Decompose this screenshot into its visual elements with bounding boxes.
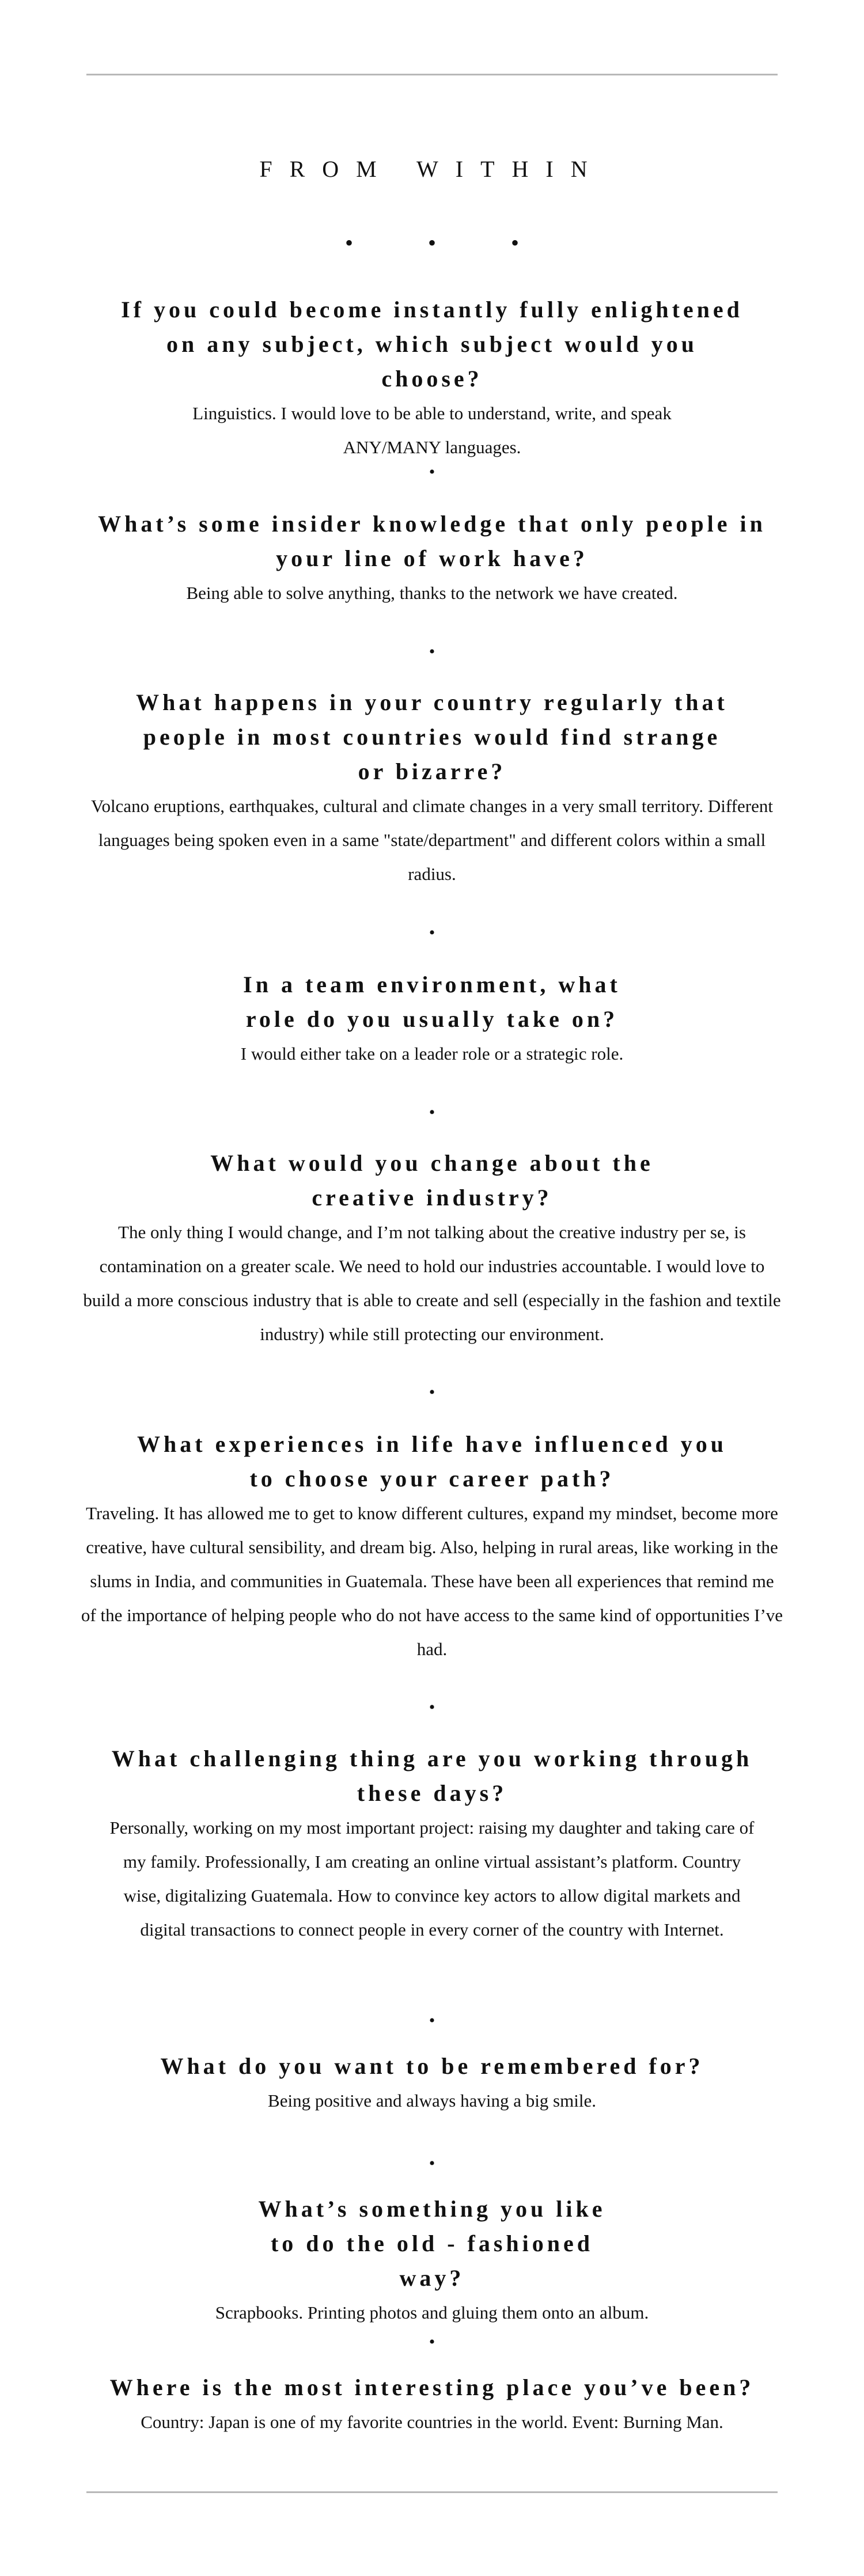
page-title: FROM WITHIN	[259, 156, 605, 182]
answer-text: I would either take on a leader role or a strategic role.	[240, 1044, 624, 1064]
answer-text: Traveling. It has allowed me to get to know different cultures, expand my mindset, become more creative, have cultural sensibility, and dream big. Also, helping in rural areas, like working in the slums in India, and communities in Guatemala. These have been all experiences that remind me of the importance of helping people who do not have access to the same kind of opportunities I’ve had.	[81, 1503, 783, 1659]
answer-text: Personally, working on my most important project: raising my daughter and taking care of my family. Professionally, I am creating an online virtual assistant’s platform. Country wise, digitalizing Guatemala. How to convince key actors to allow digital markets and digital transactions to connect people in every corner of the country with Internet.	[109, 1818, 755, 1940]
question-text: If you could become instantly fully enlightened on any subject, which subject would you choose?	[121, 297, 743, 392]
qa-item-7	[81, 1742, 783, 1947]
separator-dot: •	[429, 642, 435, 661]
separator-dot: •	[429, 923, 435, 942]
qa-item-9	[81, 2192, 783, 2330]
separator-dot: •	[429, 2011, 435, 2030]
separator-dot: •	[429, 2154, 435, 2173]
qa-item-2	[81, 507, 783, 610]
qa-item-3	[81, 685, 783, 891]
answer-text: Volcano eruptions, earthquakes, cultural and climate changes in a very small territory. Different languages being spoken even in a same "state/department" and different colors within a small radius.	[91, 796, 773, 884]
question-text: In a team environment, what role do you usually take on?	[243, 972, 621, 1032]
question-text: What experiences in life have influenced you to choose your career path?	[137, 1431, 727, 1492]
bottom-divider-line	[86, 2491, 778, 2493]
question-text: Where is the most interesting place you’ve been?	[109, 2374, 755, 2400]
qa-item-10	[81, 2370, 783, 2439]
separator-dot: •	[429, 1103, 435, 1122]
question-text: What’s some insider knowledge that only people in your line of work have?	[98, 511, 766, 571]
top-divider-line	[86, 74, 778, 75]
question-text: What would you change about the creative industry?	[210, 1150, 654, 1211]
answer-text: Scrapbooks. Printing photos and gluing them onto an album.	[215, 2302, 649, 2323]
question-text: What challenging thing are you working through these days?	[111, 1746, 753, 1806]
answer-text: Linguistics. I would love to be able to understand, write, and speak ANY/MANY languages.	[192, 403, 672, 457]
answer-text: Being able to solve anything, thanks to the network we have created.	[186, 583, 678, 603]
qa-item-1	[81, 293, 783, 464]
qa-item-4	[81, 968, 783, 1071]
question-text: What’s something you like to do the old - fashioned way?	[258, 2196, 606, 2291]
title-dots-divider: • • •	[344, 230, 554, 256]
question-text: What happens in your country regularly that people in most countries would find strange or bizarre?	[136, 689, 728, 784]
qa-item-5	[81, 1146, 783, 1351]
separator-dot: •	[429, 1698, 435, 1717]
separator-dot: •	[429, 2332, 435, 2351]
separator-dot: •	[429, 462, 435, 481]
question-text: What do you want to be remembered for?	[160, 2053, 704, 2079]
qa-item-8	[81, 2049, 783, 2118]
answer-text: Country: Japan is one of my favorite countries in the world. Event: Burning Man.	[141, 2412, 723, 2432]
answer-text: Being positive and always having a big smile.	[268, 2091, 596, 2111]
qa-item-6	[81, 1427, 783, 1666]
separator-dot: •	[429, 1383, 435, 1402]
answer-text: The only thing I would change, and I’m not talking about the creative industry per se, is contamination on a greater scale. We need to hold our industries accountable. I would love to build a more conscious industry that is able to create and sell (especially in the fashion and textile industry) while still protecting our environment.	[83, 1222, 781, 1344]
